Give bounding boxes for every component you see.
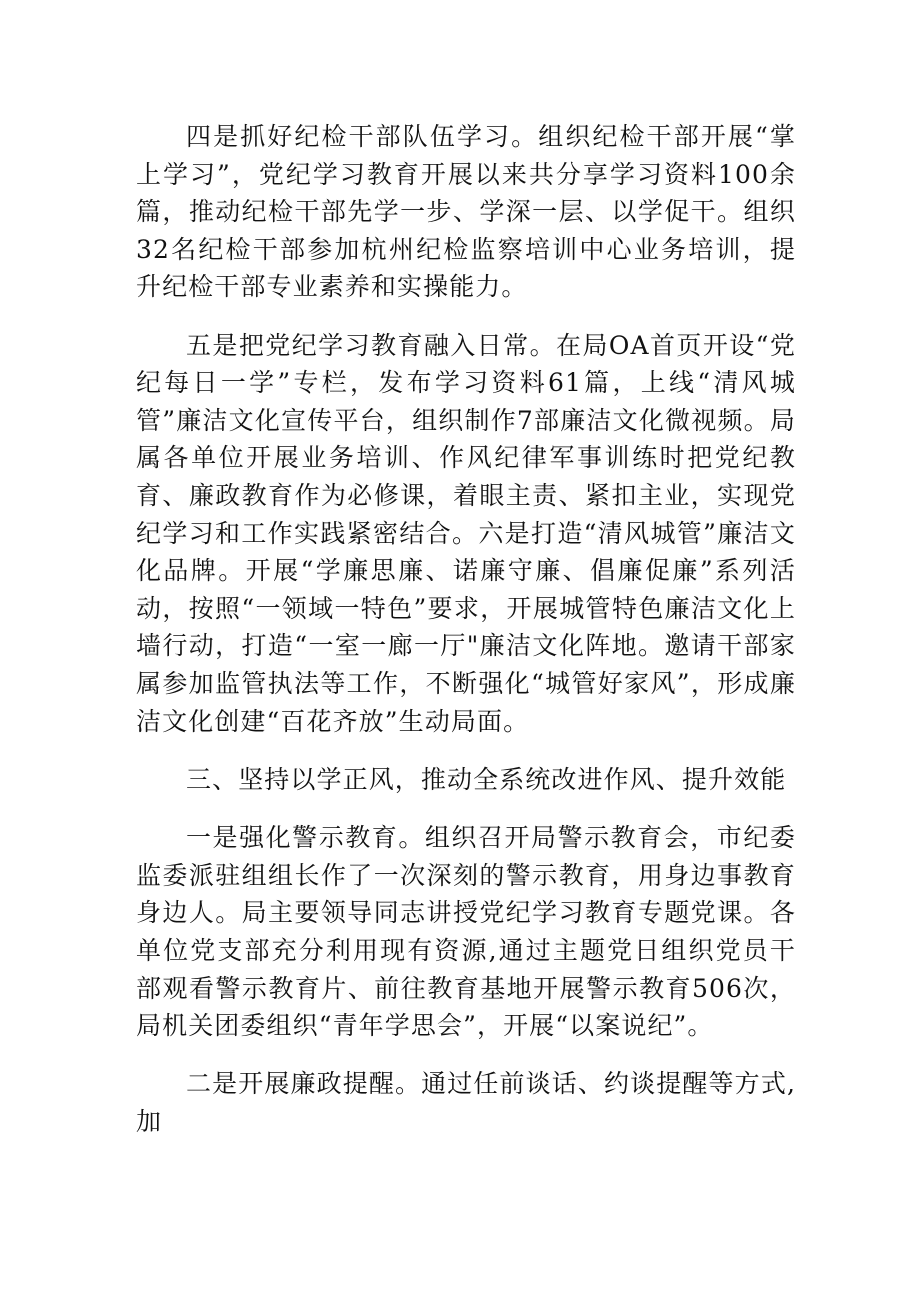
section-heading: 三、坚持以学正风，推动全系统改进作风、提升效能 bbox=[186, 764, 787, 794]
paragraph-daily-integration: 五是把党纪学习教育融入日常。在局OA首页开设“党纪每日一学”专栏，发布学习资料61篇，上线“清风城管”廉洁文化宣传平台，组织制作7部廉洁文化微视频。局属各单位开展业务培训、作风纪律军事训练时把党纪教育、廉政教育作为必修课，着眼主责、紧扣主业，实现党纪学习和工作实践紧密结合。六是打造“清风城管”廉洁文化品牌。开展“学廉思廉、诺廉守廉、倡廉促廉”系列活动，按照“一领域一特色”要求，开展城管特色廉洁文化上墙行动，打造“一室一廊一厅"廉洁文化阵地。邀请干部家属参加监管执法等工作，不断强化“城管好家风”，形成廉洁文化创建“百花齐放”生动局面。 bbox=[136, 330, 796, 736]
paragraph-integrity-reminder: 二是开展廉政提醒。通过任前谈话、约谈提醒等方式,加 bbox=[136, 1069, 796, 1137]
document-body bbox=[136, 118, 796, 1161]
paragraph-warning-education: 一是强化警示教育。组织召开局警示教育会，市纪委监委派驻组组长作了一次深刻的警示教育，用身边事教育身边人。局主要领导同志讲授党纪学习教育专题党课。各单位党支部充分利用现有资源,通过主题党日组织党员干部观看警示教育片、前往教育基地开展警示教育506次，局机关团委组织“青年学思会”，开展“以案说纪”。 bbox=[136, 823, 796, 1041]
paragraph-discipline-inspection-study: 四是抓好纪检干部队伍学习。组织纪检干部开展“掌上学习”，党纪学习教育开展以来共分享学习资料100余篇，推动纪检干部先学一步、学深一层、以学促干。组织32名纪检干部参加杭州纪检监察培训中心业务培训，提升纪检干部专业素养和实操能力。 bbox=[136, 122, 796, 302]
